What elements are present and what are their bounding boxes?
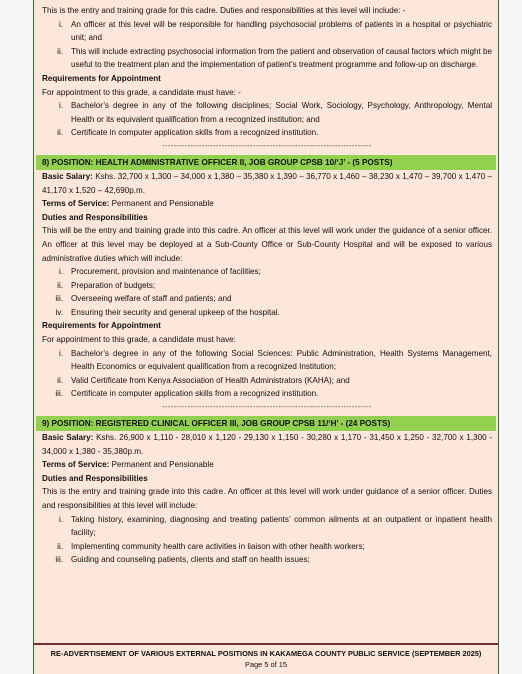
list-text: Certificate in computer application skills from a recognized institution. bbox=[71, 128, 319, 138]
list-text: Ensuring their security and general upkeep of the hospital. bbox=[71, 307, 280, 317]
list-text: Taking history, examining, diagnosing and treating patients’ common ailments at an outpatient or inpatient health facility; bbox=[71, 514, 492, 538]
list-number: iv. bbox=[55, 307, 63, 317]
list-number: ii. bbox=[57, 375, 63, 385]
position-8-salary bbox=[42, 170, 492, 197]
position-9-duties-list bbox=[42, 513, 492, 567]
section-separator: -------------------------------------------------------------------------- bbox=[162, 404, 372, 412]
intro-paragraph: This is the entry and training grade for this cadre. Duties and responsibilities at this level will include: - bbox=[42, 6, 406, 15]
list-text: This will include extracting psychosocial information from the patient and observation of causal factors which might be useful to the treatment plan and the implementation of patient’s treatment programme and follow-up on discharge. bbox=[71, 46, 492, 70]
duties-heading: Duties and Responsibilities bbox=[42, 473, 148, 483]
list-number: i. bbox=[58, 19, 63, 29]
document-page bbox=[33, 0, 499, 674]
list-text: An officer at this level will be responsible for handling psychosocial problems of patients in a hospital or psychiatric unit; and bbox=[71, 19, 492, 43]
intro-requirements-list bbox=[42, 99, 492, 140]
list-text: Bachelor’s degree in any of the following disciplines; Social Work, Sociology, Psychology, Anthropology, Mental Health or its equivalent qualification from a recognized institution; and bbox=[71, 101, 492, 124]
terms-label: Terms of Service: bbox=[42, 199, 110, 209]
page-footer bbox=[34, 643, 498, 670]
list-text: Preparation of budgets; bbox=[71, 280, 156, 290]
list-number: ii. bbox=[57, 46, 63, 56]
requirements-intro: For appointment to this grade, a candidate must have: bbox=[42, 335, 236, 345]
list-number: iii. bbox=[55, 294, 63, 304]
section-separator: -------------------------------------------------------------------------- bbox=[162, 142, 372, 150]
list-number: i. bbox=[58, 267, 63, 277]
list-text: Certificate in computer application skills from a recognized institution. bbox=[71, 389, 319, 399]
page-number: Page 5 of 15 bbox=[245, 659, 287, 669]
list-item bbox=[42, 292, 492, 306]
position-8-terms bbox=[42, 197, 492, 211]
list-number: i. bbox=[58, 348, 63, 358]
list-number: iii. bbox=[55, 555, 63, 565]
list-number: ii. bbox=[57, 541, 63, 551]
list-number: iii. bbox=[55, 389, 63, 399]
list-text: Valid Certificate from Kenya Association of Health Administrators (KAHA); and bbox=[71, 375, 350, 385]
list-item bbox=[42, 387, 492, 401]
position-9-salary bbox=[42, 431, 492, 458]
list-text: Guiding and counseling patients, clients and staff on health issues; bbox=[71, 555, 310, 565]
list-item bbox=[42, 513, 492, 540]
intro-duties-list bbox=[42, 18, 492, 72]
position-8-duties-list bbox=[42, 265, 492, 319]
list-item bbox=[42, 347, 492, 374]
terms-text: Permanent and Pensionable bbox=[109, 460, 214, 470]
list-number: ii. bbox=[57, 128, 63, 138]
list-item bbox=[42, 279, 492, 293]
list-item bbox=[42, 265, 492, 279]
list-text: Implementing community health care activities in liaison with other health workers; bbox=[71, 541, 365, 551]
position-8-duties-text: This will be the entry and training grade into this cadre. An officer at this level will work under the guidance of a senior officer. An officer at this level may be deployed at a Sub-County Office or Sub-County Hospital and will be exposed to various administrative duties which will include: bbox=[42, 226, 492, 263]
page-content bbox=[34, 0, 498, 567]
position-9-heading: 9) POSITION: REGISTERED CLINICAL OFFICER III, JOB GROUP CPSB 11/‘H’ - (24 POSTS) bbox=[36, 416, 496, 431]
terms-label: Terms of Service: bbox=[42, 460, 110, 470]
terms-text: Permanent and Pensionable bbox=[109, 199, 214, 209]
position-9-terms bbox=[42, 458, 492, 472]
salary-label: Basic Salary: bbox=[42, 171, 93, 181]
list-item bbox=[42, 18, 492, 45]
list-number: i. bbox=[58, 514, 63, 524]
list-number: ii. bbox=[57, 280, 63, 290]
list-item bbox=[42, 540, 492, 554]
salary-text: Kshs. 32,700 x 1,300 – 34,000 x 1,380 – 35,380 x 1,390 – 36,770 x 1,460 – 38,230 x 1,470 – 39,700 x 1,470 – 41,170 x 1,520 – 42,690p.m. bbox=[42, 171, 493, 195]
list-number: i. bbox=[58, 101, 63, 111]
position-8-heading: 8) POSITION: HEALTH ADMINISTRATIVE OFFICER II, JOB GROUP CPSB 10/‘J’ - (5 POSTS) bbox=[36, 155, 496, 170]
list-text: Procurement, provision and maintenance of facilities; bbox=[71, 267, 261, 277]
salary-text: Kshs. 26,900 x 1,110 - 28,010 x 1,120 - 29,130 x 1,150 - 30,280 x 1,170 - 31,450 x 1,250 - 32,700 x 1,300 - 34,000 x 1,380 - 35,380p.m. bbox=[42, 433, 493, 456]
list-item bbox=[42, 374, 492, 388]
position-9-duties-text: This is the entry and training grade into this cadre. An officer at this level will work under guidance of a senior officer. Duties and responsibilities at this level will include: bbox=[42, 487, 492, 510]
list-item bbox=[42, 99, 492, 126]
list-item bbox=[42, 306, 492, 320]
requirements-heading: Requirements for Appointment bbox=[42, 321, 161, 331]
duties-heading: Duties and Responsibilities bbox=[42, 212, 148, 222]
requirements-heading: Requirements for Appointment bbox=[42, 73, 161, 83]
list-item bbox=[42, 45, 492, 72]
list-item bbox=[42, 553, 492, 567]
footer-title: RE-ADVERTISEMENT OF VARIOUS EXTERNAL POSITIONS IN KAKAMEGA COUNTY PUBLIC SERVICE (SEPTEMBER 2025) bbox=[50, 649, 482, 658]
list-text: Overseeing welfare of staff and patients; and bbox=[71, 294, 232, 304]
salary-label: Basic Salary: bbox=[42, 433, 94, 443]
list-item bbox=[42, 126, 492, 140]
requirements-intro: For appointment to this grade, a candidate must have: - bbox=[42, 87, 241, 97]
position-8-requirements-list bbox=[42, 347, 492, 401]
list-text: Bachelor’s degree in any of the following Social Sciences: Public Administration, Health Systems Management, Health Economics or equivalent qualification from a recognized Institution; bbox=[71, 348, 492, 372]
